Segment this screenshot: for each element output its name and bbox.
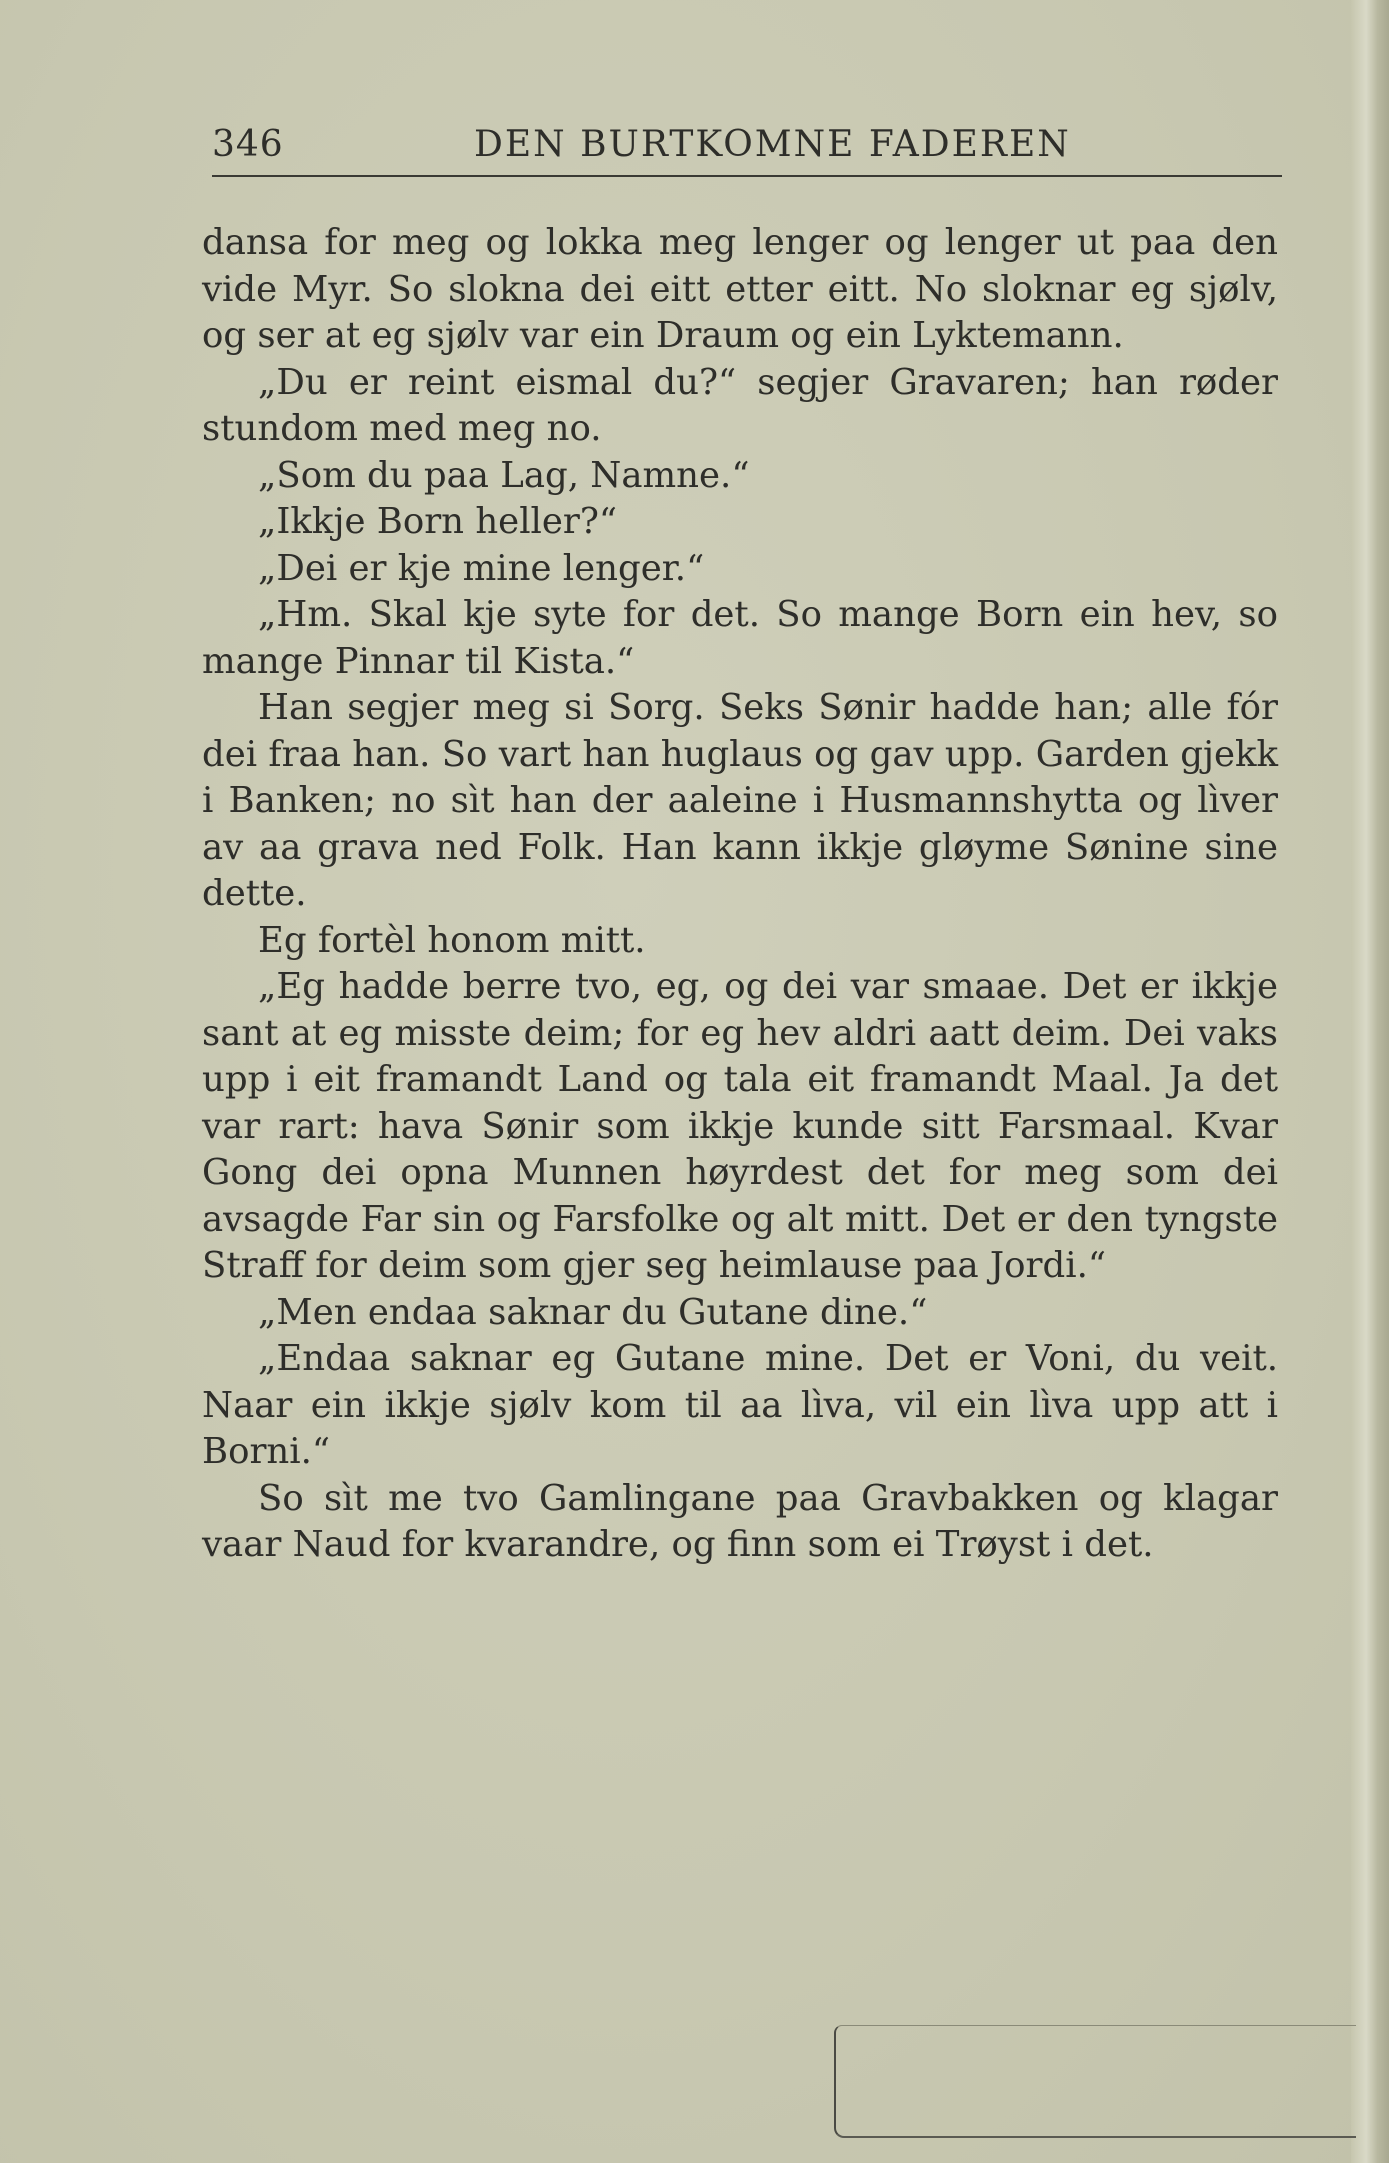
paragraph: „Eg hadde berre tvo, eg, og dei var smaae. Det er ikkje sant at eg misste deim; for eg hev aldri aatt deim. Dei vaks upp i eit framandt Land og tala eit framandt Maal. Ja det var rart: hava Sønir som ikkje kunde sitt Farsmaal. Kvar Gong dei opna Munnen høyrdest det for meg som dei avsagde Far sin og Farsfolke og alt mitt. Det er den tyngste Straff for deim som gjer seg heimlause paa Jordi.“ — [202, 966, 1278, 1286]
paragraph: „Hm. Skal kje syte for det. So mange Born ein hev, so mange Pinnar til Kista.“ — [202, 594, 1278, 682]
paragraph: So sìt me tvo Gamlingane paa Gravbakken og klagar vaar Naud for kvarandre, og finn som ei Trøyst i det. — [202, 1477, 1278, 1565]
paragraph: „Ikkje Born heller?“ — [258, 501, 618, 542]
header-rule — [212, 175, 1282, 177]
paragraph: „Dei er kje mine lenger.“ — [258, 547, 705, 589]
running-title: DEN BURTKOMNE FADEREN — [474, 124, 1071, 165]
paragraph: dansa for meg og lokka meg lenger og lenger ut paa den vide Myr. So slokna dei eitt etter eitt. No sloknar eg sjølv, og ser at eg sjølv var ein Draum og ein Lyktemann. — [202, 222, 1278, 356]
page-number: 346 — [212, 124, 284, 165]
paragraph: „Endaa saknar eg Gutane mine. Det er Voni, du veit. Naar ein ikkje sjølv kom til aa lìva, vil ein lìva upp att i Borni.“ — [202, 1338, 1278, 1472]
paragraph: Eg fortèl honom mitt. — [258, 919, 646, 961]
page-edge — [1351, 0, 1389, 2163]
paragraph: „Men endaa saknar du Gutane dine.“ — [258, 1291, 928, 1333]
body-text — [202, 220, 1278, 1569]
paragraph: „Som du paa Lag, Namne.“ — [258, 454, 750, 496]
library-stamp-frame — [834, 2025, 1356, 2138]
paragraph: „Du er reint eismal du?“ segjer Gravaren; han røder stundom med meg no. — [202, 361, 1278, 449]
running-head — [212, 118, 1282, 170]
paragraph: Han segjer meg si Sorg. Seks Sønir hadde han; alle fór dei fraa han. So vart han huglaus og gav upp. Garden gjekk i Banken; no sìt han der aaleine i Husmannshytta og lìver av aa grava ned Folk. Han kann ikkje gløyme Sønine sine dette. — [202, 687, 1278, 914]
